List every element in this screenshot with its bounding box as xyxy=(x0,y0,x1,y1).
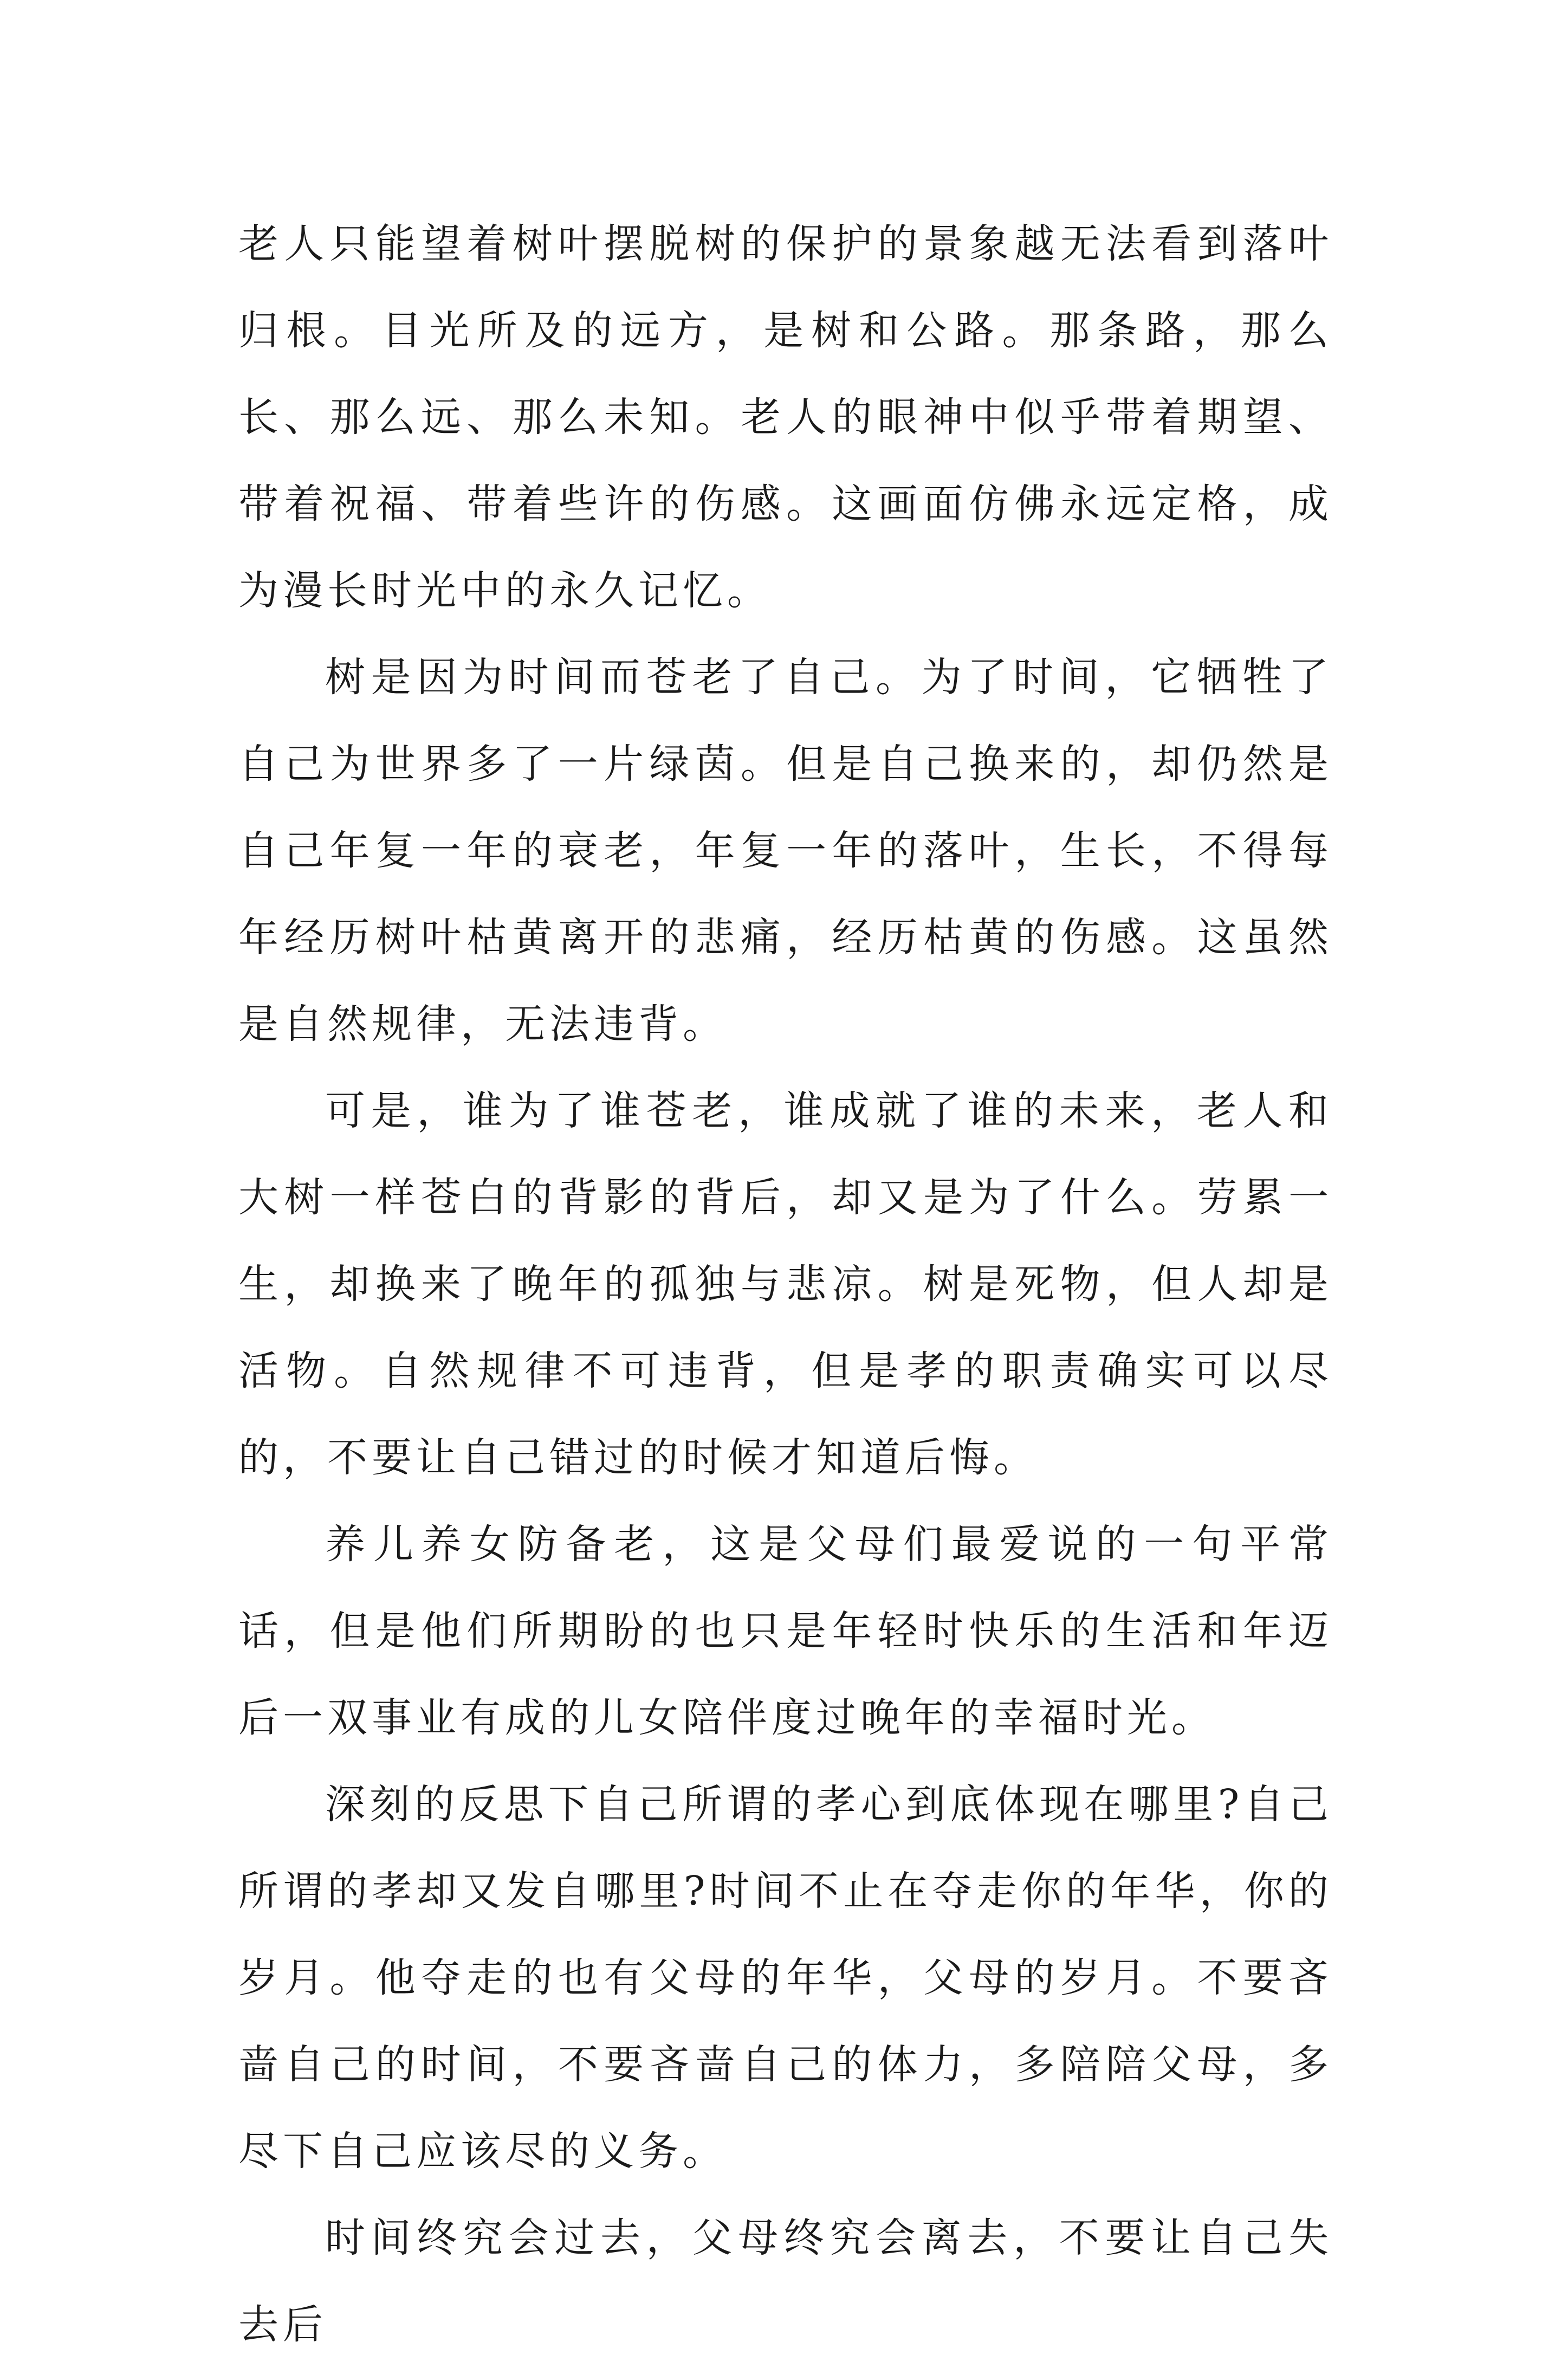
paragraph-3: 可是，谁为了谁苍老，谁成就了谁的未来，老人和大树一样苍白的背影的背后，却又是为了什么。劳累一生，却换来了晚年的孤独与悲凉。树是死物，但人却是活物。自然规律不可违背，但是孝的职责确实可以尽的，不要让自己错过的时候才知道后悔。 xyxy=(238,1088,1333,1481)
paragraph-4: 养儿养女防备老，这是父母们最爱说的一句平常话，但是他们所期盼的也只是年轻时快乐的生活和年迈后一双事业有成的儿女陪伴度过晚年的幸福时光。 xyxy=(238,1521,1333,1741)
paragraph-1: 老人只能望着树叶摆脱树的保护的景象越无法看到落叶归根。目光所及的远方，是树和公路。那条路，那么长、那么远、那么未知。老人的眼神中似乎带着期望、带着祝福、带着些许的伤感。这画面仿佛永远定格，成为漫长时光中的永久记忆。 xyxy=(238,221,1333,614)
paragraph-2: 树是因为时间而苍老了自己。为了时间，它牺牲了自己为世界多了一片绿茵。但是自己换来的，却仍然是自己年复一年的衰老，年复一年的落叶，生长，不得每年经历树叶枯黄离开的悲痛，经历枯黄的伤感。这虽然是自然规律，无法违背。 xyxy=(238,654,1333,1047)
paragraph-6: 时间终究会过去，父母终究会离去，不要让自己失去后 xyxy=(238,2215,1333,2348)
document-body xyxy=(238,200,1333,2368)
paragraph-5: 深刻的反思下自己所谓的孝心到底体现在哪里?自己所谓的孝却又发自哪里?时间不止在夺走你的年华，你的岁月。他夺走的也有父母的年华，父母的岁月。不要吝啬自己的时间，不要吝啬自己的体力，多陪陪父母，多尽下自己应该尽的义务。 xyxy=(238,1781,1333,2175)
